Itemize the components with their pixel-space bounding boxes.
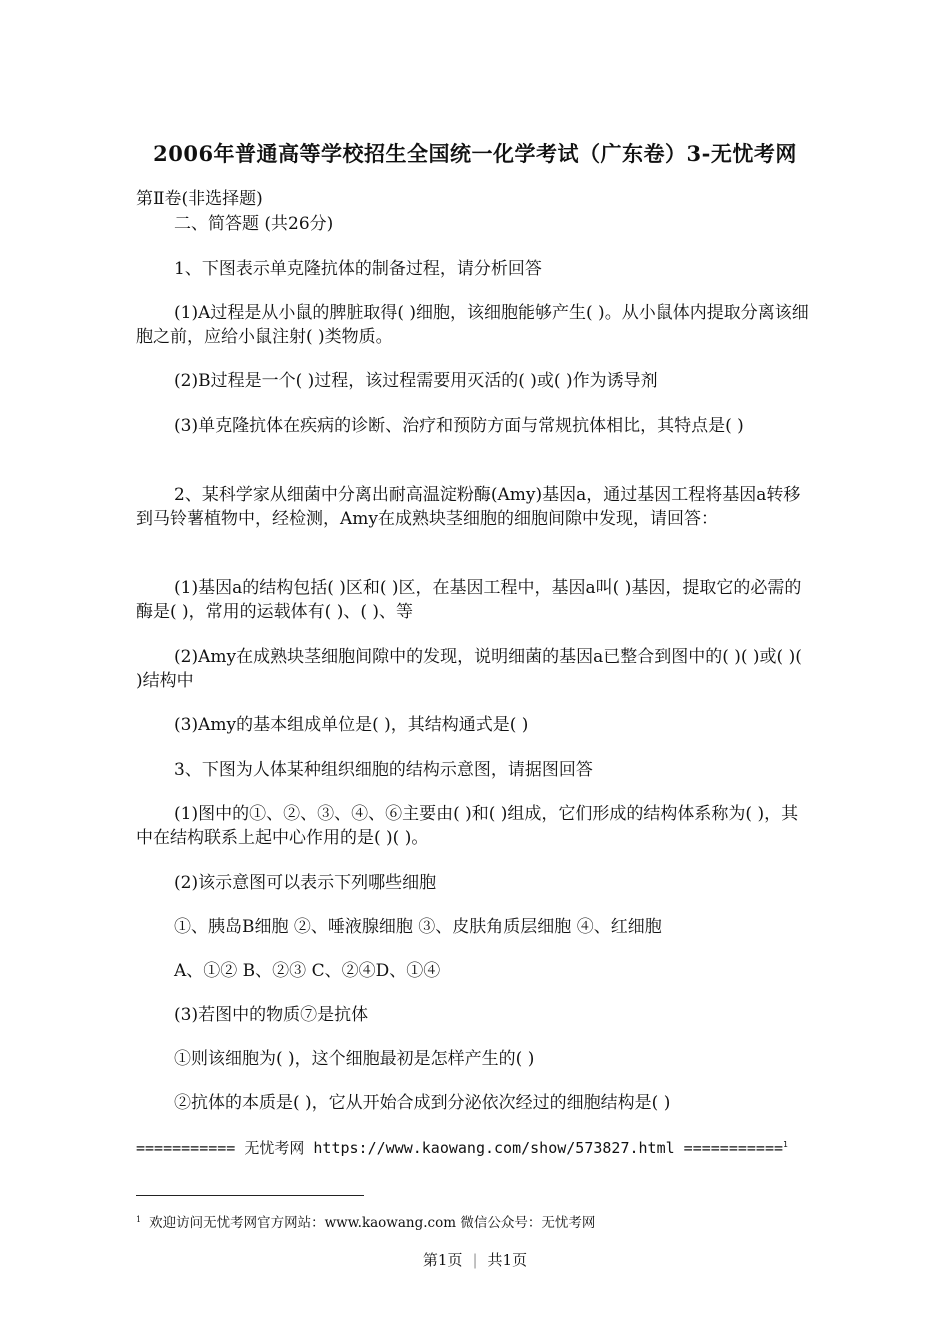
question-2-part-1: (1)基因a的结构包括( )区和( )区，在基因工程中，基因a叫( )基因，提取它的必需的酶是( )，常用的运载体有( )、( )、等 bbox=[136, 578, 802, 622]
question-3-part-2-options: A、①② B、②③ C、②④D、①④ bbox=[174, 961, 441, 981]
question-3-part-1: (1)图中的①、②、③、④、⑥主要由( )和( )组成，它们形成的结构体系称为( )，其中在结构联系上起中心作用的是( )( )。 bbox=[136, 804, 799, 848]
question-2-stem: 2、某科学家从细菌中分离出耐高温淀粉酶(Amy)基因a，通过基因工程将基因a转移到马铃薯植物中，经检测，Amy在成熟块茎细胞的细胞间隙中发现，请回答： bbox=[136, 485, 801, 529]
subsection-heading: 二、简答题 (共26分) bbox=[174, 214, 334, 234]
page-number bbox=[0, 1249, 950, 1270]
question-1-part-2: (2)B过程是一个( )过程，该过程需要用灭活的( )或( )作为诱导剂 bbox=[174, 371, 658, 391]
source-separator bbox=[136, 1134, 788, 1159]
question-1-part-1: (1)A过程是从小鼠的脾脏取得( )细胞，该细胞能够产生( )。从小鼠体内提取分离该细胞之前，应给小鼠注射( )类物质。 bbox=[136, 303, 809, 347]
source-separator-text: =========== 无忧考网 https://www.kaowang.com/show/573827.html =========== bbox=[136, 1139, 783, 1157]
section-heading: 第Ⅱ卷(非选择题) bbox=[136, 189, 263, 209]
footnote-text: 欢迎访问无忧考网官方网站：www.kaowang.com 微信公众号：无忧考网 bbox=[149, 1215, 596, 1231]
page-divider: | bbox=[472, 1251, 478, 1269]
footnote bbox=[136, 1211, 595, 1231]
footnote-mark: 1 bbox=[136, 1214, 142, 1224]
question-3-part-3: (3)若图中的物质⑦是抗体 bbox=[174, 1005, 369, 1025]
question-3-part-2-items: ①、胰岛B细胞 ②、唾液腺细胞 ③、皮肤角质层细胞 ④、红细胞 bbox=[174, 917, 662, 937]
question-2-part-3: (3)Amy的基本组成单位是( )，其结构通式是( ) bbox=[174, 715, 529, 735]
page-current: 第1页 bbox=[422, 1251, 463, 1269]
question-2-part-2: (2)Amy在成熟块茎细胞间隙中的发现，说明细菌的基因a已整合到图中的( )( )或( )( )结构中 bbox=[136, 647, 802, 691]
question-1-part-3: (3)单克隆抗体在疾病的诊断、治疗和预防方面与常规抗体相比，其特点是( ) bbox=[174, 416, 744, 436]
footnote-divider bbox=[136, 1195, 364, 1196]
document-title: 2006年普通高等学校招生全国统一化学考试（广东卷）3-无忧考网 bbox=[153, 141, 797, 166]
page-total: 共1页 bbox=[487, 1251, 528, 1269]
footnote-reference: 1 bbox=[783, 1140, 788, 1149]
question-3-part-3-b: ②抗体的本质是( )，它从开始合成到分泌依次经过的细胞结构是( ) bbox=[174, 1093, 671, 1113]
question-1-stem: 1、下图表示单克隆抗体的制备过程，请分析回答 bbox=[174, 259, 542, 279]
question-3-part-3-a: ①则该细胞为( )，这个细胞最初是怎样产生的( ) bbox=[174, 1049, 535, 1069]
question-3-part-2: (2)该示意图可以表示下列哪些细胞 bbox=[174, 873, 437, 893]
question-3-stem: 3、下图为人体某种组织细胞的结构示意图，请据图回答 bbox=[174, 760, 593, 780]
